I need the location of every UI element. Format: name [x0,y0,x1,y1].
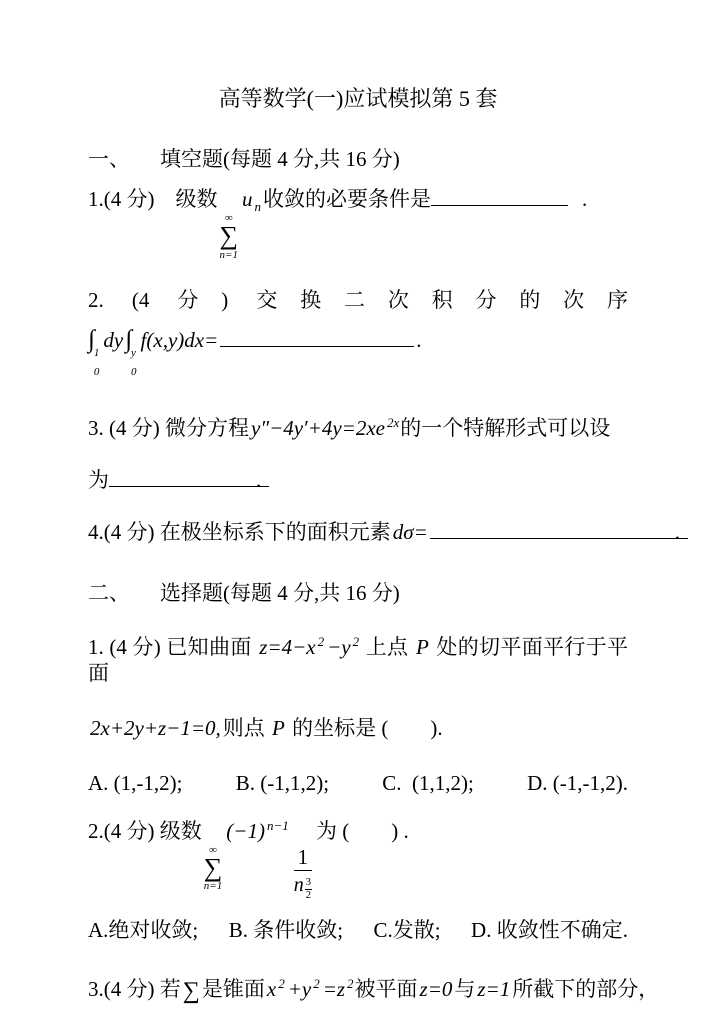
q4-math: dσ= [392,519,428,544]
s2q3-exp1: 2 [278,976,285,992]
choice-question-2 [88,813,628,902]
page-title: 高等数学(一)应试模拟第 5 套 [218,86,498,111]
choice-c: C.发散; [373,918,441,943]
s2q3-text2: 被平面 [354,977,418,1002]
denominator-base: n [293,873,304,896]
choice-question-3 [88,971,660,1005]
fill-question-2-formula [88,327,628,378]
q3-line2-lead: 为 [88,467,109,492]
choice-question-1-line2 [88,715,628,741]
q3-lead: 3. (4 分) 微分方程 [88,415,249,440]
choice-b: B. 条件收敛; [228,918,344,943]
s2q1-exp1: 2 [317,633,325,649]
integral-limits [94,348,100,378]
choice-b: B. (-1,1,2); [235,770,330,795]
s2q1-surface2: −y [327,634,351,659]
choice-a: A.绝对收敛; [88,918,199,943]
section1-number: 一、 [88,147,130,171]
s2q2-lead: 2.(4 分) 级数 [88,818,202,843]
fill-question-3-line2 [88,467,628,493]
s2q3-plane2: z=1 [477,977,511,1002]
s2q3-cone-x: x [266,977,277,1002]
s2q3-exp2: 2 [313,976,320,992]
sum-lower-limit: n=1 [219,248,238,261]
q1-period: . [582,187,588,211]
s2q3-cone-y: +y [287,977,312,1002]
s2q1-paren: ( ). [381,715,443,740]
integral1-upper: 1 [93,346,100,359]
integral2-lower: 0 [131,365,137,378]
s2q1-lead: 1. (4 分) 已知曲面 [88,634,252,659]
section2-name: 选择题(每题 4 分,共 16 分) [160,580,400,605]
q2-dy: dy [103,327,124,352]
exp-fraction-numerator: 3 [305,877,312,890]
fraction-numerator: 1 [294,845,312,871]
s2q3-cone-z: =z [322,977,346,1002]
q1-term: u [242,187,253,211]
sigma-surface-symbol: ∑ [182,978,200,1005]
choice-d: D. (-1,-1,2). [527,770,628,795]
fraction [294,845,312,902]
exp-fraction-denominator: 2 [305,889,311,901]
fill-question-1 [88,186,628,261]
q4-answer-blank [430,538,688,539]
s2q3-text4: 所截下的部分， [512,977,660,1002]
section1-name: 填空题(每题 4 分,共 16 分) [160,147,400,171]
s2q1-plane: 2x+2y+z−1=0, [90,715,221,740]
q1-term-subscript: n [254,199,262,214]
sigma-icon: ∑ [203,852,223,882]
fill-question-4 [88,519,681,545]
q3-exponent: 2x [386,414,400,430]
s2q3-text3: 与 [454,977,476,1002]
s2q3-exp3: 2 [347,976,354,992]
choice-question-1-line1 [88,629,628,686]
s2q1-text1: 上点 [365,634,409,659]
integral-icon: ∫ [125,325,133,353]
q3-text: 的一个特解形式可以设 [400,415,611,440]
s2q2-term: (−1) [226,818,265,843]
choice-a: A. (1,-1,2); [88,770,183,795]
q2-integrand: f(x,y)dx= [140,327,219,352]
s2q1-surface: z=4−x [259,634,316,659]
choice-c: C. (1,1,2); [382,770,474,795]
s2q1-point: P [415,634,429,659]
section2-heading [88,580,628,606]
sum-upper-limit: ∞ [209,843,217,856]
fraction-denominator [294,871,312,902]
s2q3-lead: 3.(4 分) 若 [88,977,181,1002]
summation-symbol [220,213,239,261]
choice-d: D. 收敛性不确定. [471,918,628,943]
integral-limits [131,348,137,378]
integral2-upper: y [131,346,136,359]
s2q3-plane1: z=0 [419,977,453,1002]
q1-text: 收敛的必要条件是 [263,187,432,211]
q2-period: . [416,327,422,352]
s2q2-text: 为 [316,818,337,843]
summation-symbol [204,845,223,893]
q2-answer-blank [220,346,414,347]
fill-question-2-line1: 2. (4 分) 交换二次积分的次序 [88,287,628,312]
q4-period: . [674,519,681,544]
s2q2-paren: ( ) . [342,818,409,843]
q4-lead: 4.(4 分) 在极坐标系下的面积元素 [88,519,391,544]
s2q3-text1: 是锥面 [201,977,265,1002]
integral-icon: ∫ [88,325,95,353]
section2-number: 二、 [88,580,130,605]
s2q1-text3: 则点 [222,715,265,740]
q3-equation: y″−4y′+4y=2xe [251,415,385,440]
fill-question-3-line1 [88,410,628,441]
s2q2-exponent: n−1 [266,817,289,833]
sum-lower-limit: n=1 [203,880,223,893]
q3-period: . [256,467,262,492]
s2q1-text4: 的坐标是 [292,715,377,740]
s2q1-exp2: 2 [352,633,360,649]
denominator-exponent-fraction [305,877,312,902]
choices-row-2 [88,917,628,943]
integral1-lower: 0 [93,365,100,378]
s2q1-point2: P [272,715,285,740]
q3-answer-blank [109,486,269,487]
section1-heading [88,146,628,172]
choices-row-1 [88,770,628,796]
s2q1-text2: 处的切平面平行于平面 [88,634,629,685]
q1-lead: 1.(4 分) 级数 [88,187,218,211]
sum-upper-limit: ∞ [224,212,233,224]
q1-answer-blank [431,205,568,206]
sigma-icon: ∑ [219,221,239,250]
